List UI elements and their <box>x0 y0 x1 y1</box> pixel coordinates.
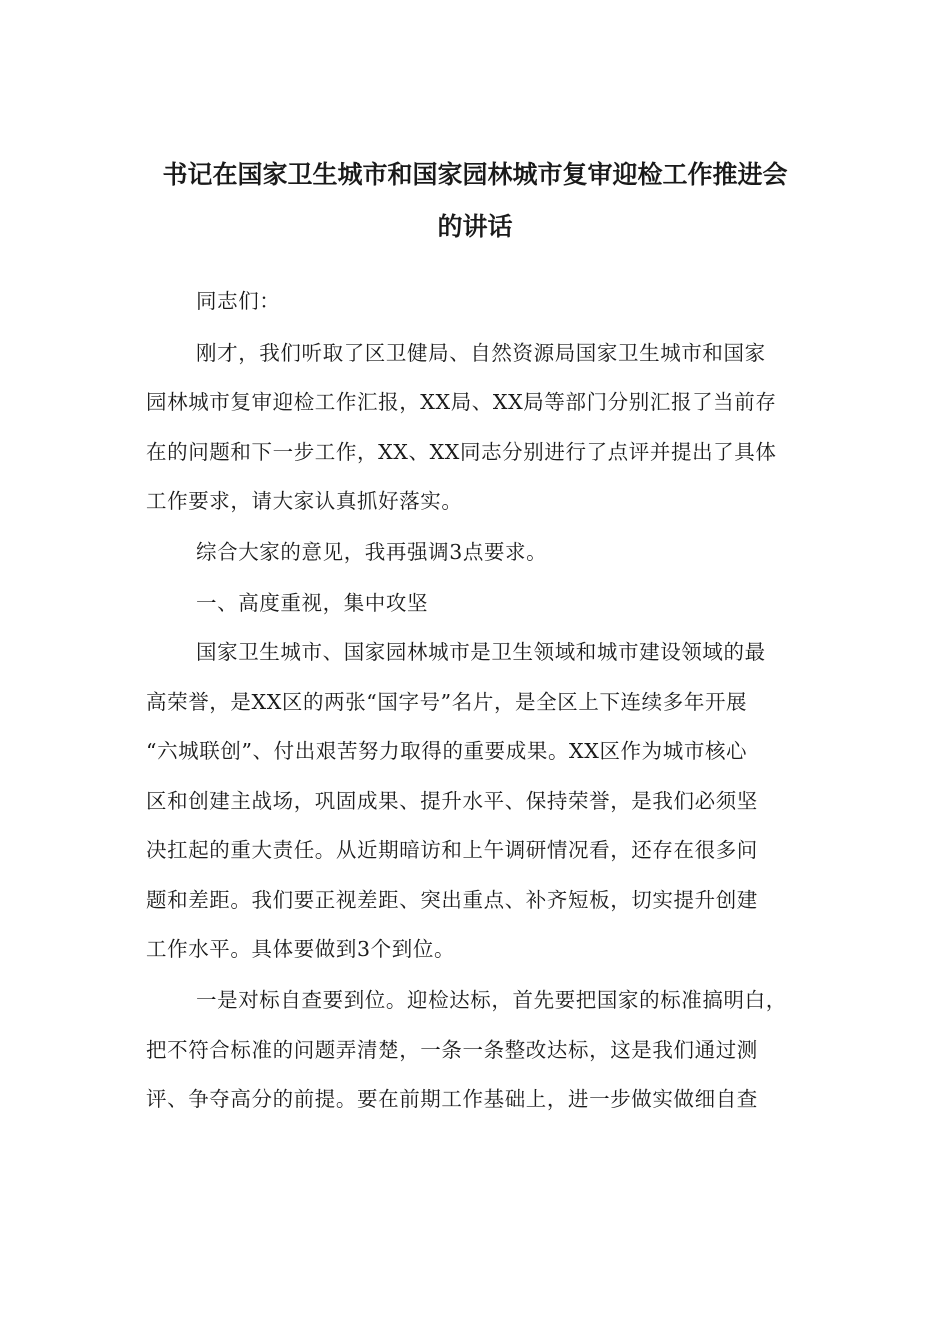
paragraph-line: 决扛起的重大责任。从近期暗访和上午调研情况看，还存在很多问 <box>146 838 758 862</box>
document-title-line-2: 的讲话 <box>437 212 513 241</box>
salutation: 同志们： <box>196 289 281 313</box>
paragraph-line: 题和差距。我们要正视差距、突出重点、补齐短板，切实提升创建 <box>146 888 758 912</box>
paragraph-line: 高荣誉，是XX区的两张“国字号”名片，是全区上下连续多年开展 <box>146 690 748 714</box>
paragraph-line: 区和创建主战场，巩固成果、提升水平、保持荣誉，是我们必须坚 <box>146 789 758 813</box>
paragraph-line: “六城联创”、付出艰苦努力取得的重要成果。XX区作为城市核心 <box>146 739 748 763</box>
paragraph-line: 一是对标自查要到位。迎检达标，首先要把国家的标准搞明白， <box>196 988 787 1012</box>
document-title-line-1: 书记在国家卫生城市和国家园林城市复审迎检工作推进会 <box>162 160 788 189</box>
paragraph-line: 刚才，我们听取了区卫健局、自然资源局国家卫生城市和国家 <box>196 341 766 365</box>
paragraph-line: 工作水平。具体要做到3个到位。 <box>146 937 456 961</box>
section-heading: 一、高度重视，集中攻坚 <box>196 591 429 615</box>
paragraph-line: 国家卫生城市、国家园林城市是卫生领域和城市建设领域的最 <box>196 640 766 664</box>
paragraph-line: 把不符合标准的问题弄清楚，一条一条整改达标，这是我们通过测 <box>146 1038 758 1062</box>
paragraph-line: 工作要求，请大家认真抓好落实。 <box>146 489 463 513</box>
paragraph-line: 综合大家的意见，我再强调3点要求。 <box>196 540 548 564</box>
paragraph-line: 园林城市复审迎检工作汇报，XX局、XX局等部门分别汇报了当前存 <box>146 390 777 414</box>
paragraph-line: 评、争夺高分的前提。要在前期工作基础上，进一步做实做细自查 <box>146 1087 758 1111</box>
paragraph-line: 在的问题和下一步工作，XX、XX同志分别进行了点评并提出了具体 <box>146 440 777 464</box>
